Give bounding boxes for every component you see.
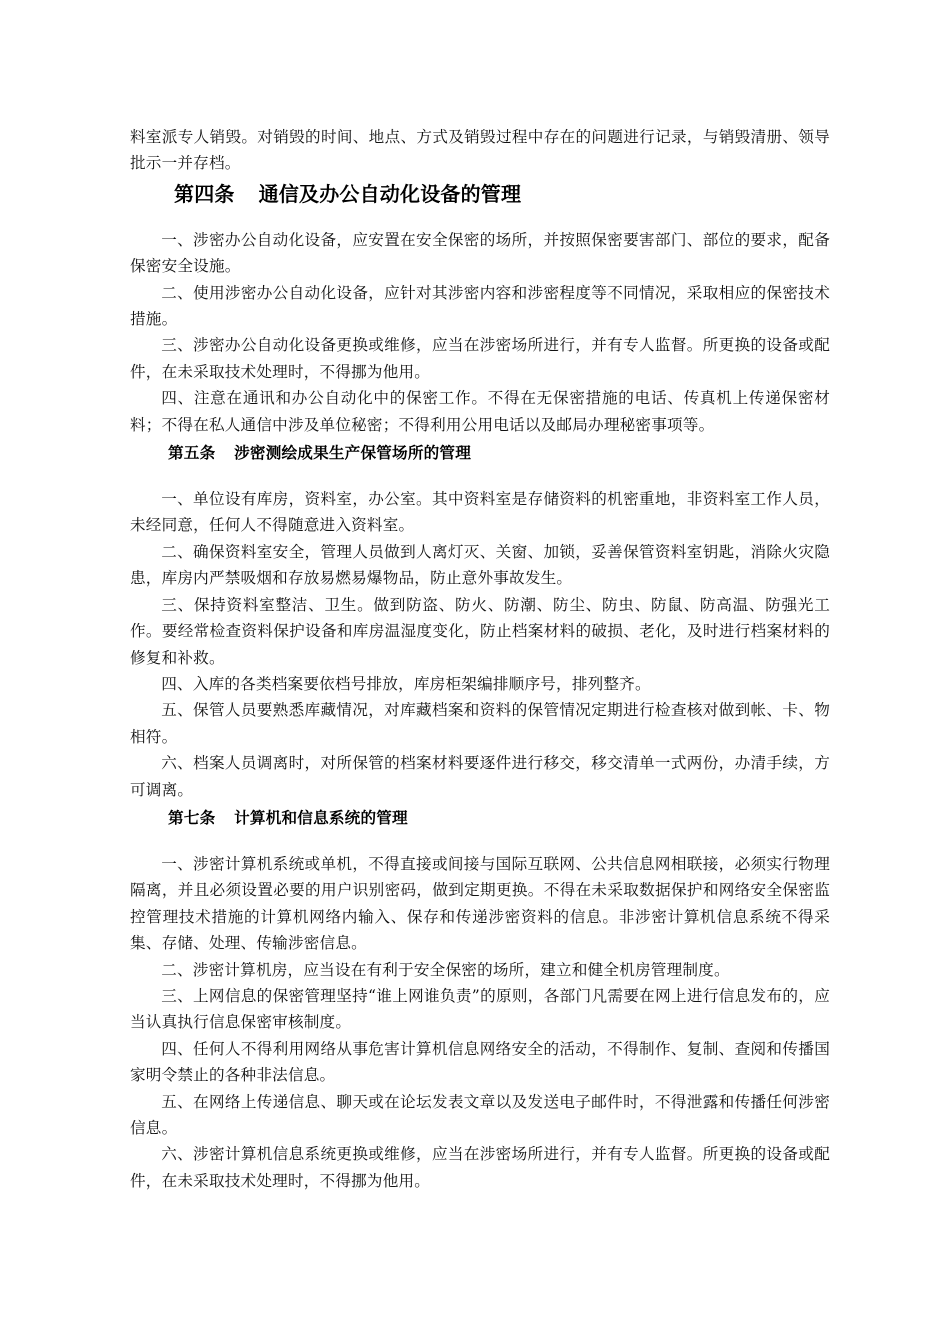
document-page	[130, 124, 830, 1194]
intro-paragraph: 料室派专人销毁。对销毁的时间、地点、方式及销毁过程中存在的问题进行记录，与销毁清册、领导批示一并存档。	[130, 128, 830, 173]
section-5-paragraph-1: 一、单位设有库房，资料室，办公室。其中资料室是存储资料的机密重地，非资料室工作人员，未经同意，任何人不得随意进入资料室。	[130, 490, 830, 535]
section-number: 第四条	[174, 181, 235, 206]
section-title: 通信及办公自动化设备的管理	[258, 181, 522, 206]
section-7-paragraph-3: 三、上网信息的保密管理坚持“谁上网谁负责”的原则，各部门凡需要在网上进行信息发布的，应当认真执行信息保密审核制度。	[130, 986, 830, 1032]
section-4-paragraph-2: 二、使用涉密办公自动化设备，应针对其涉密内容和涉密程度等不同情况，采取相应的保密技术措施。	[130, 283, 830, 329]
section-heading-4	[130, 179, 830, 209]
section-5-paragraph-3: 三、保持资料室整洁、卫生。做到防盗、防火、防潮、防尘、防虫、防鼠、防高温、防强光工作。要经常检查资料保护设备和库房温湿度变化，防止档案材料的破损、老化，及时进行档案材料的修复和补救。	[130, 595, 830, 667]
section-4-paragraph-4: 四、注意在通讯和办公自动化中的保密工作。不得在无保密措施的电话、传真机上传递保密材料；不得在私人通信中涉及单位秘密；不得利用公用电话以及邮局办理秘密事项等。	[130, 389, 830, 434]
section-title: 计算机和信息系统的管理	[234, 808, 408, 827]
section-7-paragraph-1: 一、涉密计算机系统或单机，不得直接或间接与国际互联网、公共信息网相联接，必须实行物理隔离，并且必须设置必要的用户识别密码，做到定期更换。不得在未采取数据保护和网络安全保密监控管理技术措施的计算机网络内输入、保存和传递涉密资料的信息。非涉密计算机信息系统不得采集、存储、处理、传输涉密信息。	[130, 854, 830, 953]
section-heading-5	[130, 440, 830, 466]
section-5-paragraph-5: 五、保管人员要熟悉库藏情况，对库藏档案和资料的保管情况定期进行检查核对做到帐、卡、物相符。	[130, 701, 830, 746]
section-number: 第五条	[168, 444, 216, 463]
section-7-paragraph-5: 五、在网络上传递信息、聊天或在论坛发表文章以及发送电子邮件时，不得泄露和传播任何涉密信息。	[130, 1092, 830, 1137]
section-7-paragraph-6: 六、涉密计算机信息系统更换或维修，应当在涉密场所进行，并有专人监督。所更换的设备或配件，在未采取技术处理时，不得挪为他用。	[130, 1145, 830, 1190]
section-4-paragraph-3: 三、涉密办公自动化设备更换或维修，应当在涉密场所进行，并有专人监督。所更换的设备或配件，在未采取技术处理时，不得挪为他用。	[130, 336, 830, 381]
section-5-paragraph-2: 二、确保资料室安全，管理人员做到人离灯灭、关窗、加锁，妥善保管资料室钥匙，消除火灾隐患，库房内严禁吸烟和存放易燃易爆物品，防止意外事故发生。	[130, 542, 830, 588]
section-heading-7	[130, 805, 830, 831]
section-number: 第七条	[168, 808, 216, 827]
section-title: 涉密测绘成果生产保管场所的管理	[234, 444, 472, 463]
section-5-paragraph-4: 四、入库的各类档案要依档号排放，库房柜架编排顺序号，排列整齐。	[161, 674, 651, 693]
section-5-paragraph-6: 六、档案人员调离时，对所保管的档案材料要逐件进行移交，移交清单一式两份，办清手续，方可调离。	[130, 754, 830, 799]
section-7-paragraph-2: 二、涉密计算机房，应当设在有利于安全保密的场所，建立和健全机房管理制度。	[161, 960, 730, 979]
section-7-paragraph-4: 四、任何人不得利用网络从事危害计算机信息网络安全的活动，不得制作、复制、查阅和传播国家明令禁止的各种非法信息。	[130, 1039, 830, 1085]
section-4-paragraph-1: 一、涉密办公自动化设备，应安置在安全保密的场所，并按照保密要害部门、部位的要求，配备保密安全设施。	[130, 230, 830, 276]
